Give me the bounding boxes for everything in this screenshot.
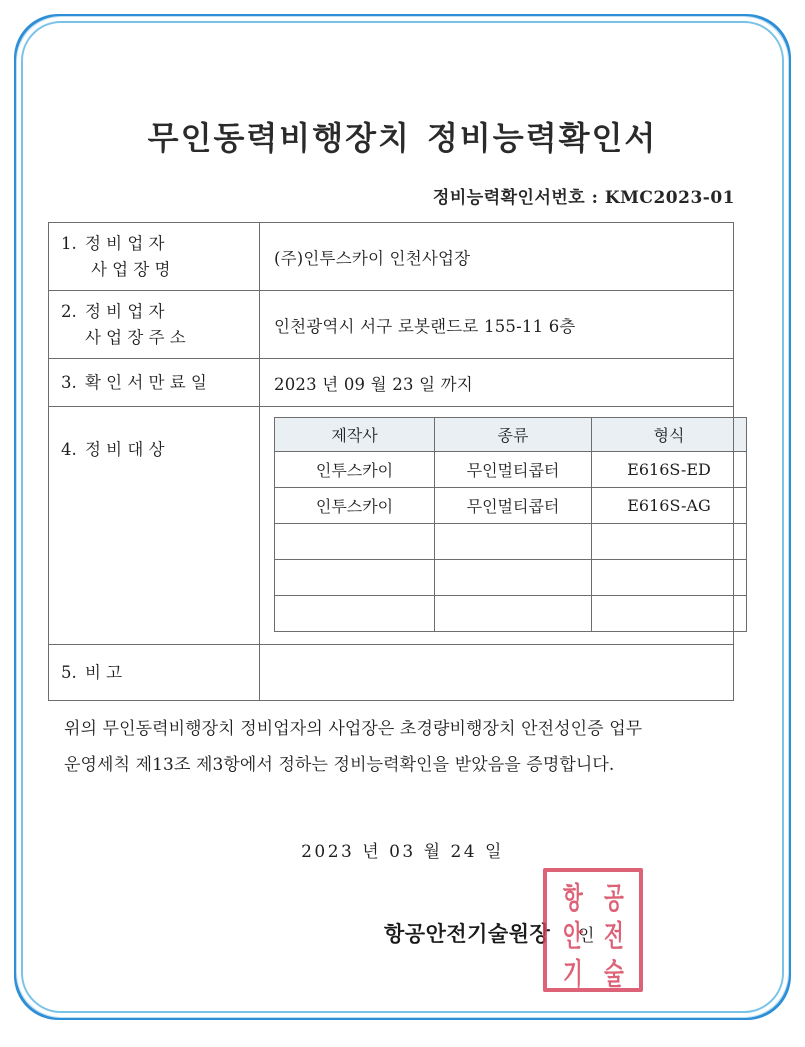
field-label-text-2: 사 업 장 주 소 xyxy=(85,327,186,347)
field-label-text: 정 비 대 상 xyxy=(85,440,165,460)
table-row-remarks xyxy=(49,645,734,701)
field-label-remarks xyxy=(49,645,260,701)
statement-line-1: 위의 무인동력비행장치 정비업자의 사업장은 초경량비행장치 안전성인증 업무 xyxy=(64,719,643,739)
seal-character: 기 xyxy=(563,956,582,991)
page-title xyxy=(0,113,805,159)
cell-category: 무인멀티콥터 xyxy=(435,488,592,524)
column-header-category: 종류 xyxy=(435,418,592,452)
cell-manufacturer: 인투스카이 xyxy=(275,488,435,524)
cell-model xyxy=(592,524,747,560)
cell-category: 무인멀티콥터 xyxy=(435,452,592,488)
seal-character: 공 xyxy=(604,880,623,915)
field-value-remarks xyxy=(260,645,734,701)
cell-manufacturer xyxy=(275,596,435,632)
seal-character: 안 xyxy=(563,918,582,953)
label-line-2 xyxy=(61,257,247,283)
field-index: 1. xyxy=(61,234,77,253)
label-line-1 xyxy=(61,299,247,325)
field-value-business-name: (주)인투스카이 인천사업장 xyxy=(260,223,734,291)
field-label-text: 확 인 서 만 료 일 xyxy=(85,372,207,392)
table-row-expiry-date xyxy=(49,359,734,407)
label-line-2 xyxy=(61,325,247,351)
seal-character: 술 xyxy=(604,956,623,991)
seal-character: 항 xyxy=(563,880,582,915)
label-line-1 xyxy=(61,437,247,463)
table-row-business-name xyxy=(49,223,734,291)
field-value-business-address: 인천광역시 서구 로봇랜드로 155-11 6층 xyxy=(260,291,734,359)
cell-model xyxy=(592,560,747,596)
seal-character-grid xyxy=(553,878,633,991)
table-row-maintenance-target xyxy=(49,407,734,645)
cell-manufacturer: 인투스카이 xyxy=(275,452,435,488)
field-label-text: 비 고 xyxy=(85,662,123,682)
certificate-number xyxy=(433,183,735,208)
certificate-number-value: KMC2023-01 xyxy=(604,188,735,208)
table-row xyxy=(275,560,747,596)
column-header-model: 형식 xyxy=(592,418,747,452)
official-seal-stamp xyxy=(543,868,643,992)
field-label-business-name xyxy=(49,223,260,291)
column-header-manufacturer: 제작사 xyxy=(275,418,435,452)
certificate-main-table xyxy=(48,222,734,701)
table-row xyxy=(275,524,747,560)
field-index: 4. xyxy=(61,440,77,460)
cell-model: E616S-AG xyxy=(592,488,747,524)
signatory-title: 항공안전기술원장 xyxy=(384,921,551,946)
field-label-maintenance-target xyxy=(49,407,260,645)
field-index: 2. xyxy=(61,302,77,322)
certificate-number-label: 정비능력확인서번호 : xyxy=(432,188,599,208)
label-line-1 xyxy=(61,231,247,257)
field-label-business-address xyxy=(49,291,260,359)
cell-category xyxy=(435,524,592,560)
cell-manufacturer xyxy=(275,560,435,596)
certification-statement xyxy=(64,712,742,783)
maintenance-target-cell xyxy=(260,407,734,645)
statement-line-2: 운영세칙 제13조 제3항에서 정하는 정비능력확인을 받았음을 증명합니다. xyxy=(64,754,615,775)
field-index: 3. xyxy=(61,372,77,392)
title-part-1: 무인동력비행장치 xyxy=(147,119,411,157)
cell-category xyxy=(435,560,592,596)
title-part-2: 정비능력확인서 xyxy=(426,119,658,157)
seal-character: 전 xyxy=(604,918,623,953)
field-value-expiry-date: 2023 년 09 월 23 일 까지 xyxy=(260,359,734,407)
table-row xyxy=(275,596,747,632)
field-index: 5. xyxy=(61,662,77,682)
cell-model: E616S-ED xyxy=(592,452,747,488)
label-line-1 xyxy=(61,660,247,686)
table-row-business-address xyxy=(49,291,734,359)
issue-date: 2023 년 03 월 24 일 xyxy=(301,842,504,862)
field-label-expiry-date xyxy=(49,359,260,407)
target-table-header-row xyxy=(275,418,747,452)
table-row xyxy=(275,488,747,524)
cell-model xyxy=(592,596,747,632)
maintenance-target-table xyxy=(274,417,747,632)
table-row xyxy=(275,452,747,488)
field-label-text: 정 비 업 자 xyxy=(85,234,165,253)
field-label-text: 정 비 업 자 xyxy=(85,302,165,322)
field-label-text-2: 사 업 장 명 xyxy=(91,259,171,279)
cell-manufacturer xyxy=(275,524,435,560)
seal-mark-label: 인 xyxy=(578,926,595,946)
cell-category xyxy=(435,596,592,632)
label-line-1 xyxy=(61,370,247,396)
